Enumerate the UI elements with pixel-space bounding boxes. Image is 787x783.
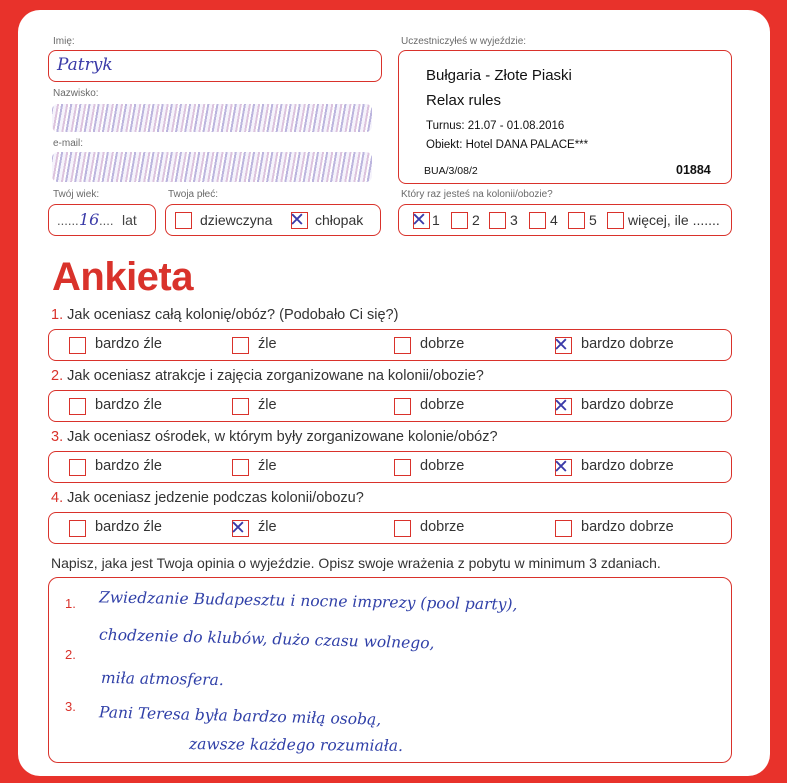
question-label: Jak oceniasz atrakcje i zajęcia zorganizowane na kolonii/obozie?: [67, 368, 484, 384]
age-value: 16: [79, 210, 100, 229]
option-checkbox[interactable]: [394, 520, 411, 537]
survey-sheet: [18, 10, 770, 776]
option-checkbox[interactable]: [69, 520, 86, 537]
times-field: [398, 204, 732, 236]
check-mark-icon: ✕: [553, 334, 569, 356]
redaction-scribble: [52, 152, 372, 182]
option-label: dobrze: [420, 519, 465, 535]
option-checkbox[interactable]: [230, 517, 249, 539]
option-label: dobrze: [420, 397, 465, 413]
opinion-line-2: chodzenie do klubów, dużo czasu wolnego,: [98, 625, 435, 653]
trip-info-box: [398, 50, 732, 184]
option-checkbox[interactable]: [394, 337, 411, 354]
question-4-options: [48, 512, 732, 544]
option-label: bardzo dobrze: [581, 397, 674, 413]
question-3-options: [48, 451, 732, 483]
opinion-line-4: Pani Teresa była bardzo miłą osobą,: [98, 703, 382, 729]
page-title: Ankieta: [52, 255, 193, 299]
option-label: źle: [258, 397, 277, 413]
redaction-scribble: [52, 104, 372, 132]
option-checkbox[interactable]: [232, 398, 249, 415]
question-label: Jak oceniasz całą kolonię/obóz? (Podobało Ci się?): [67, 307, 399, 323]
name-field[interactable]: [48, 50, 382, 82]
question-2-text: [51, 368, 484, 384]
gender-label: Twoja płeć:: [168, 189, 219, 200]
option-label: dobrze: [420, 336, 465, 352]
surname-field-redacted[interactable]: [48, 102, 382, 136]
times-option-more: więcej, ile .......: [628, 212, 720, 228]
question-1-text: [51, 307, 398, 323]
surname-label: Nazwisko:: [53, 88, 99, 99]
option-label: bardzo dobrze: [581, 519, 674, 535]
question-label: Jak oceniasz jedzenie podczas kolonii/obozu?: [67, 490, 364, 506]
question-number: 3.: [51, 429, 64, 445]
option-checkbox[interactable]: [553, 456, 572, 478]
trip-name: Relax rules: [426, 92, 502, 109]
option-label: bardzo źle: [95, 519, 162, 535]
question-number: 2.: [51, 368, 64, 384]
check-mark-icon: ✕: [411, 209, 427, 231]
question-number: 4.: [51, 490, 64, 506]
email-label: e-mail:: [53, 138, 84, 149]
times-option-2: 2: [472, 212, 480, 228]
check-mark-icon: ✕: [553, 456, 569, 478]
times-option-4: 4: [550, 212, 558, 228]
opinion-line-5: zawsze każdego rozumiała.: [188, 735, 404, 755]
opinion-number-1: 1.: [65, 596, 76, 611]
option-checkbox[interactable]: [69, 459, 86, 476]
times-option-3: 3: [510, 212, 518, 228]
option-checkbox[interactable]: [555, 520, 572, 537]
age-dots: ......: [57, 213, 79, 228]
age-field[interactable]: [48, 204, 156, 236]
question-2-options: [48, 390, 732, 422]
question-number: 1.: [51, 307, 64, 323]
option-checkbox[interactable]: [553, 334, 572, 356]
email-field-redacted[interactable]: [48, 150, 382, 184]
option-label: źle: [258, 336, 277, 352]
option-label: bardzo źle: [95, 336, 162, 352]
age-dots-2: ....: [99, 213, 114, 228]
question-3-text: [51, 429, 498, 445]
opinion-line-3: miła atmosfera.: [100, 668, 224, 690]
gender-male-label: chłopak: [315, 212, 364, 228]
participant-label: Uczestniczyłeś w wyjeździe:: [401, 36, 527, 47]
times-5-checkbox[interactable]: [568, 212, 585, 229]
name-label: Imię:: [53, 36, 75, 47]
times-more-checkbox[interactable]: [607, 212, 624, 229]
option-checkbox[interactable]: [69, 337, 86, 354]
opinion-number-2: 2.: [65, 647, 76, 662]
check-mark-icon: ✕: [289, 209, 305, 231]
times-4-checkbox[interactable]: [529, 212, 546, 229]
option-label: bardzo źle: [95, 397, 162, 413]
option-checkbox[interactable]: [69, 398, 86, 415]
trip-destination: Bułgaria - Złote Piaski: [426, 67, 572, 84]
opinion-prompt: Napisz, jaka jest Twoja opinia o wyjeździe. Opisz swoje wrażenia z pobytu w minimum 3 zdaniach.: [51, 555, 661, 571]
option-checkbox[interactable]: [394, 459, 411, 476]
question-label: Jak oceniasz ośrodek, w którym były zorganizowane kolonie/obóz?: [67, 429, 498, 445]
option-label: bardzo dobrze: [581, 458, 674, 474]
age-unit: lat: [122, 212, 137, 228]
option-label: bardzo źle: [95, 458, 162, 474]
trip-number: 01884: [676, 163, 711, 177]
option-checkbox[interactable]: [553, 395, 572, 417]
question-4-text: [51, 490, 364, 506]
check-mark-icon: ✕: [553, 395, 569, 417]
option-checkbox[interactable]: [232, 337, 249, 354]
times-1-checkbox[interactable]: [411, 209, 430, 231]
times-3-checkbox[interactable]: [489, 212, 506, 229]
times-option-5: 5: [589, 212, 597, 228]
option-label: źle: [258, 458, 277, 474]
trip-obiekt: Obiekt: Hotel DANA PALACE***: [426, 139, 589, 151]
gender-female-label: dziewczyna: [200, 212, 273, 228]
times-option-1: 1: [432, 212, 440, 228]
gender-female-checkbox[interactable]: [175, 212, 192, 229]
age-label: Twój wiek:: [53, 189, 100, 200]
times-label: Który raz jesteś na kolonii/obozie?: [401, 189, 553, 200]
question-1-options: [48, 329, 732, 361]
opinion-box[interactable]: [48, 577, 732, 763]
trip-code: BUA/3/08/2: [424, 165, 478, 177]
name-value: Patryk: [57, 55, 113, 75]
option-label: dobrze: [420, 458, 465, 474]
opinion-line-1: Zwiedzanie Budapesztu i nocne imprezy (pool party),: [98, 588, 518, 614]
option-label: źle: [258, 519, 277, 535]
gender-field: [165, 204, 381, 236]
option-label: bardzo dobrze: [581, 336, 674, 352]
gender-male-checkbox[interactable]: [289, 209, 308, 231]
times-2-checkbox[interactable]: [451, 212, 468, 229]
option-checkbox[interactable]: [232, 459, 249, 476]
option-checkbox[interactable]: [394, 398, 411, 415]
check-mark-icon: ✕: [230, 517, 246, 539]
trip-turnus: Turnus: 21.07 - 01.08.2016: [426, 120, 565, 132]
opinion-number-3: 3.: [65, 699, 76, 714]
